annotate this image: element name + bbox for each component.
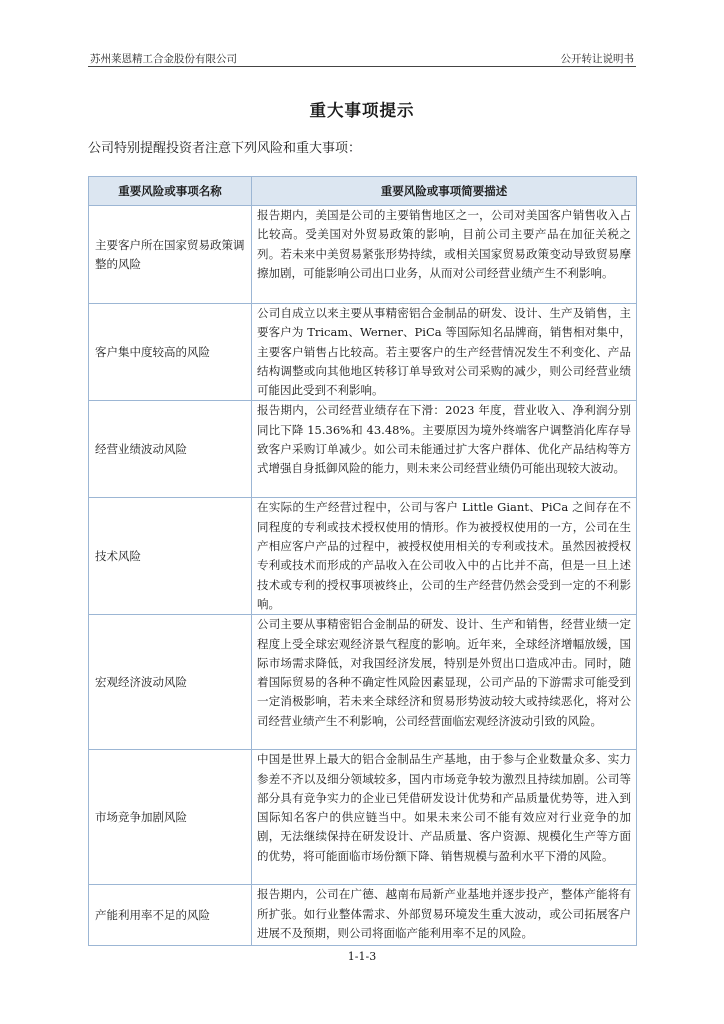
table-row (89, 750, 637, 885)
table-row (89, 206, 637, 304)
risk-name-cell: 技术风险 (89, 498, 252, 615)
risk-description-cell: 在实际的生产经营过程中，公司与客户 Little Giant、PiCa 之间存在不同程度的专利或技术授权使用的情形。作为被授权使用的一方，公司在生产相应客户产品的过程中，被授权使用相关的专利或技术。虽然因被授权专利或技术而形成的产品收入在公司收入中的占比并不高，但是一旦上述技术或专利的授权事项被终止，公司的生产经营仍然会受到一定的不利影响。 (252, 498, 637, 615)
header-document-type: 公开转让说明书 (560, 53, 634, 65)
risk-description-cell: 中国是世界上最大的铝合金制品生产基地，由于参与企业数量众多、实力参差不齐以及细分领域较多，国内市场竞争较为激烈且持续加剧。公司等部分具有竞争实力的企业已凭借研发设计优势和产品质量优势等，进入到国际知名客户的供应链当中。如果未来公司不能有效应对行业竞争的加剧，无法继续保持在研发设计、产品质量、客户资源、规模化生产等方面的优势，将可能面临市场份额下降、销售规模与盈利水平下滑的风险。 (252, 750, 637, 885)
risk-table (88, 176, 637, 946)
page-header (88, 50, 636, 67)
risk-name-cell: 客户集中度较高的风险 (89, 304, 252, 401)
table-row (89, 304, 637, 401)
table-row (89, 498, 637, 615)
risk-description-cell: 报告期内，美国是公司的主要销售地区之一，公司对美国客户销售收入占比较高。受美国对外贸易政策的影响，目前公司主要产品在加征关税之列。若未来中美贸易紧张形势持续，或相关国家贸易政策变动导致贸易摩擦加剧，可能影响公司出口业务，从而对公司经营业绩产生不利影响。 (252, 206, 637, 304)
risk-name-cell: 主要客户所在国家贸易政策调整的风险 (89, 206, 252, 304)
table-row (89, 885, 637, 946)
table-header-row (89, 177, 637, 206)
header-company-name: 苏州莱恩精工合金股份有限公司 (90, 53, 237, 65)
risk-description-cell: 公司自成立以来主要从事精密铝合金制品的研发、设计、生产及销售，主要客户为 Tricam、Werner、PiCa 等国际知名品牌商，销售相对集中，主要客户销售占比较高。若主要客户的生产经营情况发生不利变化、产品结构调整或向其他地区转移订单导致对公司采购的减少，则公司经营业绩可能因此受到不利影响。 (252, 304, 637, 401)
risk-description-cell: 报告期内，公司在广德、越南布局新产业基地并逐步投产，整体产能将有所扩张。如行业整体需求、外部贸易环境发生重大波动，或公司拓展客户进展不及预期，则公司将面临产能利用率不足的风险。 (252, 885, 637, 946)
column-header-risk-description: 重要风险或事项简要描述 (252, 177, 637, 206)
risk-name-cell: 宏观经济波动风险 (89, 615, 252, 750)
risk-description-cell: 报告期内，公司经营业绩存在下滑：2023 年度，营业收入、净利润分别同比下降 15.36%和 43.48%。主要原因为境外终端客户调整消化库存导致客户采购订单减少。如公司未能通过扩大客户群体、优化产品结构等方式增强自身抵御风险的能力，则未来公司经营业绩仍可能出现较大波动。 (252, 401, 637, 498)
page-number: 1-1-3 (347, 950, 377, 963)
intro-paragraph: 公司特别提醒投资者注意下列风险和重大事项： (88, 141, 362, 156)
column-header-risk-name: 重要风险或事项名称 (89, 177, 252, 206)
page-title: 重大事项提示 (309, 101, 415, 120)
table-row (89, 401, 637, 498)
table-row (89, 615, 637, 750)
risk-name-cell: 经营业绩波动风险 (89, 401, 252, 498)
risk-description-cell: 公司主要从事精密铝合金制品的研发、设计、生产和销售，经营业绩一定程度上受全球宏观经济景气程度的影响。近年来，全球经济增幅放缓，国际市场需求降低，对我国经济发展，特别是外贸出口造成冲击。同时，随着国际贸易的各种不确定性风险因素显现，公司产品的下游需求可能受到一定消极影响，若未来全球经济和贸易形势波动较大或持续恶化，将对公司经营业绩产生不利影响，公司经营面临宏观经济波动引致的风险。 (252, 615, 637, 750)
risk-name-cell: 产能利用率不足的风险 (89, 885, 252, 946)
risk-name-cell: 市场竞争加剧风险 (89, 750, 252, 885)
